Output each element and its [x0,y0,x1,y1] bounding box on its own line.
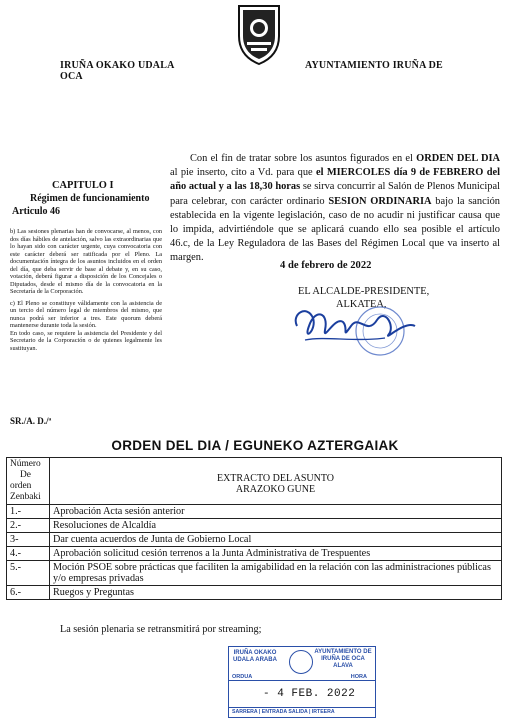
registry-stamp: IRUÑA OKAKO UDALA ARABA AYUNTAMIENTO DE IRUÑA DE OCA ALAVA ORDUA HORA - 4 FEB. 2022 SARRERA | ENTRADA SALIDA | IRTEERA [228,646,376,718]
chapter-subtitle: Régimen de funcionamiento Articulo 46 [12,193,150,217]
header-left: IRUÑA OKAKO UDALA [60,60,175,71]
article-46-text: b) Las sesiones plenarias han de convocarse, al menos, con dos días hábiles de antelación, salvo las extraordinarias que lo hayan sido con carácter urgente, cuya convocatoria con este carácter deberá ser ratificada por el Pleno. La documentación íntegra de los asuntos incluidos en el orden del día, que deba servir de base al debate y, en su caso, votación, deberá figurar a disposición de los Concejales o Diputados, desde el mismo día de la convocatoria en la Secretaría de la Corporación. c) El Pleno se constituye válidamente con la asistencia de un tercio del número legal de miembros del mismo, que nunca podrá ser inferior a tres. Este quorum deberá mantenerse durante toda la sesión. En todo caso, se requiere la asistencia del Presidente y del Secretario de la Corporación o de quienes legalmente les sustituyan. [10,228,162,352]
agenda-header-row [7,458,502,505]
table-row: 6.- Ruegos y Preguntas [7,586,502,600]
chapter-title: CAPITULO I [52,180,114,191]
header-right: AYUNTAMIENTO IRUÑA DE [305,60,443,71]
seal-icon [289,650,313,674]
extract-header: EXTRACTO DEL ASUNTO ARAZOKO GUNE [50,458,502,505]
agenda-title: ORDEN DEL DIA / EGUNEKO AZTERGAIAK [111,438,399,453]
recipient-reference: SR./A. D./ª [10,416,52,426]
convocation-date: 4 de febrero de 2022 [280,260,372,271]
agenda-table [6,457,502,600]
header-left-line2: OCA [60,71,83,82]
table-row: 1.- Aprobación Acta sesión anterior [7,505,502,519]
stamp-date: - 4 FEB. 2022 [263,688,356,700]
number-header: Número De orden Zenbaki [7,458,50,505]
table-row: 4.- Aprobación solicitud cesión terrenos a la Junta Administrativa de Trespuentes [7,547,502,561]
signature-image [285,296,445,356]
mayor-title: EL ALCALDE-PRESIDENTE, ALKATEA, [298,286,430,310]
table-row: 5.- Moción PSOE sobre prácticas que faciliten la amigabilidad en la relación con las administraciones públicas y/o empresas privadas [7,561,502,586]
convocation-text: Con el fin de tratar sobre los asuntos figurados en el ORDEN DEL DIA al pie inserto, cito a Vd. para que el MIERCOLES día 9 de FEBRERO del año actual y a las 18,30 horas se sirva concurrir al Salón de Plenos Municipal para celebrar, con carácter ordinario SESION ORDINARIA bajo la sanción establecida en la vigente legislación, caso de no acudir ni justificar causa que lo impida, advirtiéndole que se aplicará cuando ello sea posible el artículo 46.c, de la Ley Reguladora de las Bases del Régimen Local que va inserto al margen. [170,153,501,264]
table-row: 2.- Resoluciones de Alcaldía [7,519,502,533]
coat-of-arms-icon [233,2,285,66]
streaming-note: La sesión plenaria se retransmitirá por streaming; [60,624,262,635]
table-row: 3- Dar cuenta acuerdos de Junta de Gobierno Local [7,533,502,547]
